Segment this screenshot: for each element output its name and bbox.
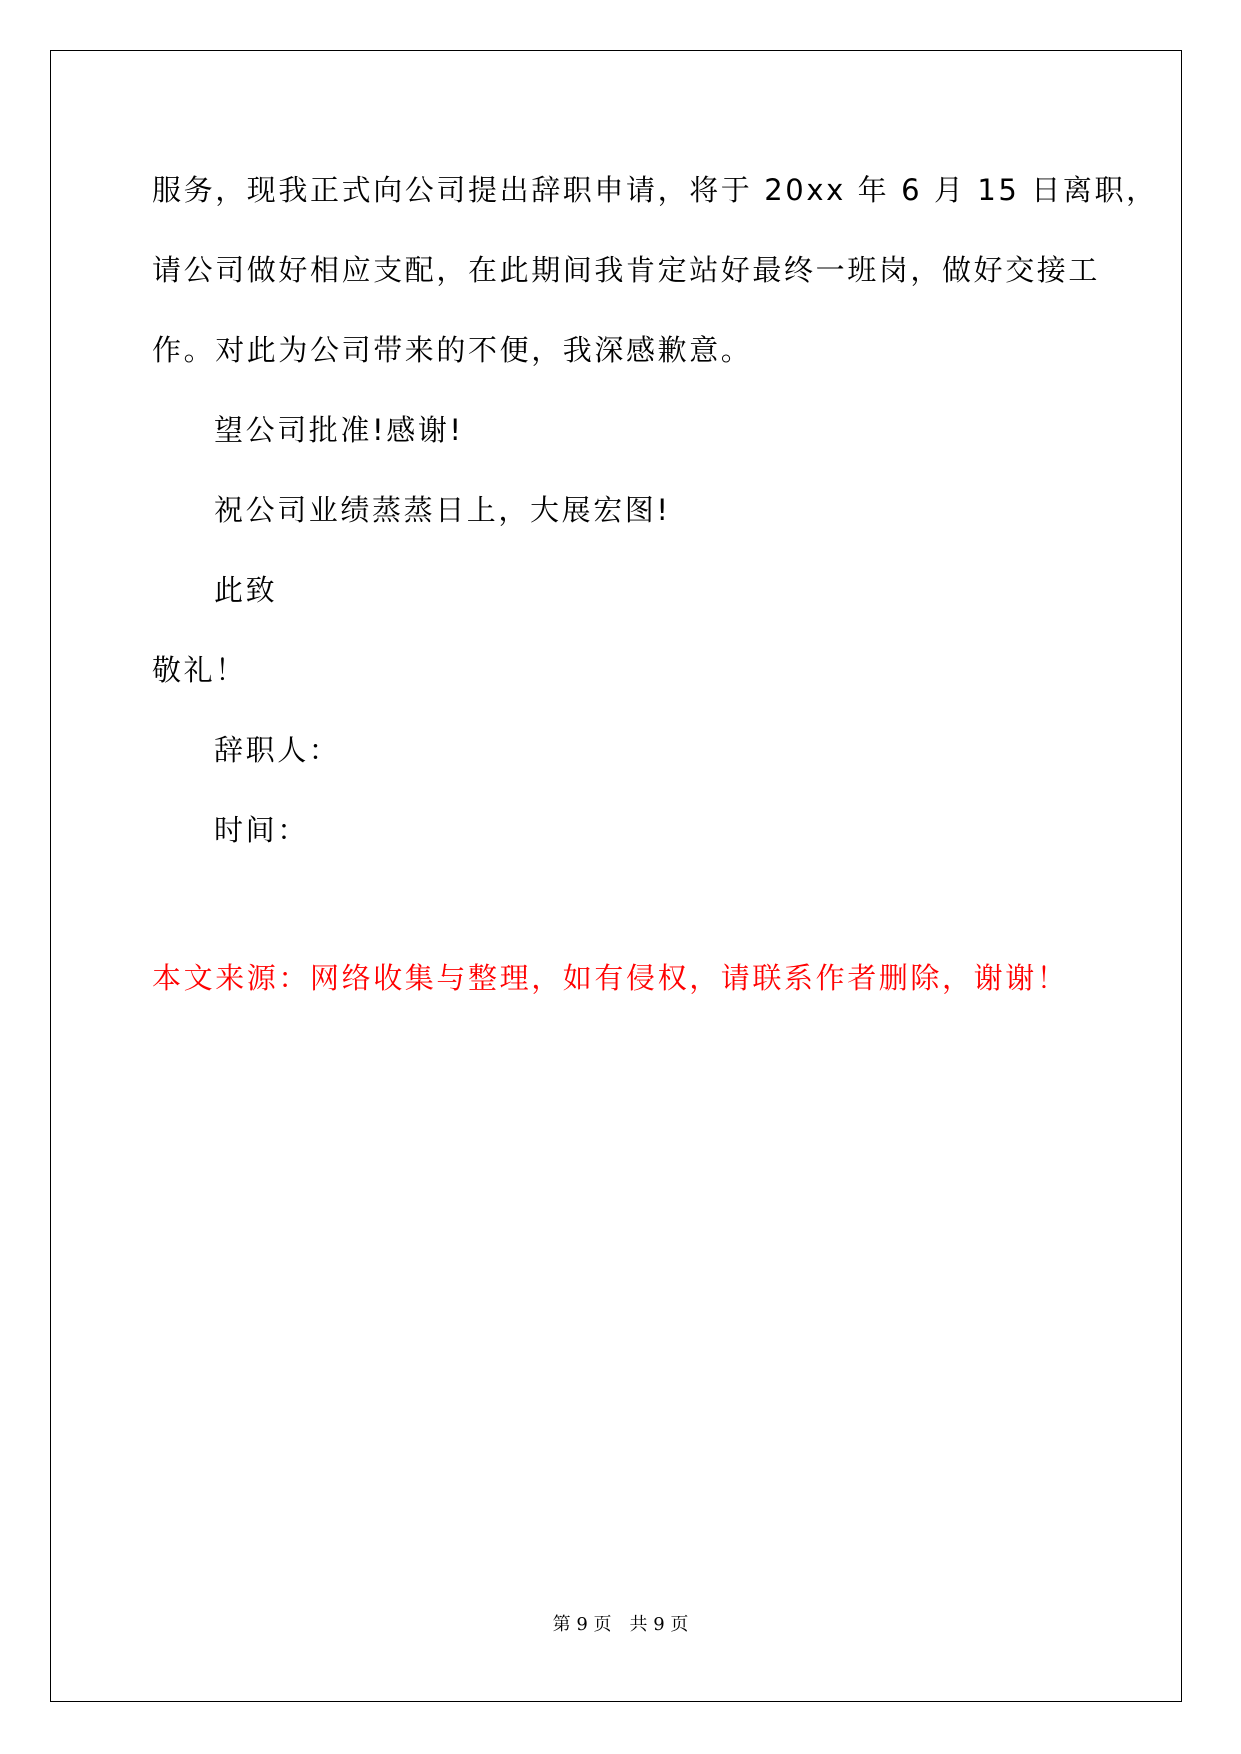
body-line-3: 作。对此为公司带来的不便，我深感歉意。: [152, 333, 753, 367]
page-border: [50, 50, 1182, 1702]
request-approval-line: 望公司批准!感谢!: [214, 413, 464, 447]
body-line-2: 请公司做好相应支配，在此期间我肯定站好最终一班岗，做好交接工: [152, 253, 1101, 287]
signature-label: 辞职人：: [214, 733, 341, 767]
date-label: 时间：: [214, 813, 309, 847]
body-line-1: 服务，现我正式向公司提出辞职申请，将于 20xx 年 6 月 15 日离职，: [152, 173, 1158, 207]
closing-regards: 敬礼！: [152, 653, 247, 687]
page-number-total: 共 9 页: [629, 1614, 689, 1635]
wishes-line: 祝公司业绩蒸蒸日上，大展宏图!: [214, 493, 671, 527]
closing-salutation: 此致: [214, 573, 278, 607]
page-footer: [0, 1614, 1241, 1636]
source-disclaimer: 本文来源：网络收集与整理，如有侵权，请联系作者删除，谢谢！: [152, 961, 1069, 995]
page-number-current: 第 9 页: [552, 1614, 612, 1635]
